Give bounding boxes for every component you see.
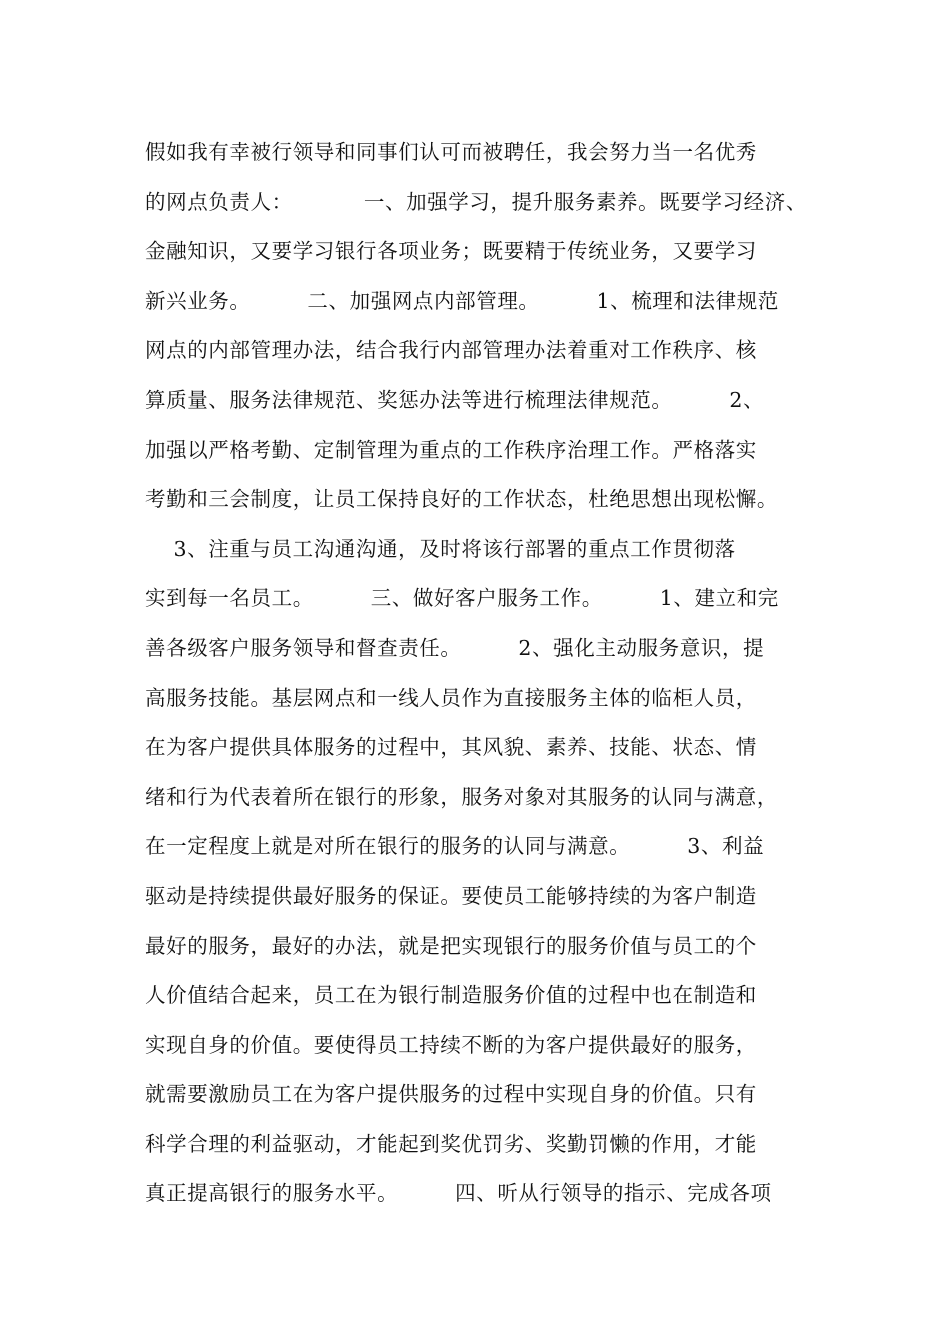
text-line: 绪和行为代表着所在银行的形象，服务对象对其服务的认同与满意， [145, 784, 778, 809]
text-line: 实现自身的价值。要使得员工持续不断的为客户提供最好的服务， [145, 1032, 757, 1057]
text-line: 最好的服务，最好的办法，就是把实现银行的服务价值与员工的个 [145, 933, 757, 958]
text-line: 网点的内部管理办法，结合我行内部管理办法着重对工作秩序、核 [145, 338, 757, 363]
text-line: 3、注重与员工沟通沟通，及时将该行部署的重点工作贯彻落 [145, 536, 736, 561]
text-line: 高服务技能。基层网点和一线人员作为直接服务主体的临柜人员， [145, 685, 757, 710]
text-line: 金融知识，又要学习银行各项业务；既要精于传统业务，又要学习 [145, 239, 757, 264]
text-line: 新兴业务。 二、加强网点内部管理。 1、梳理和法律规范 [145, 288, 779, 313]
text-line: 善各级客户服务领导和督查责任。 2、强化主动服务意识，提 [145, 635, 765, 660]
text-line: 在为客户提供具体服务的过程中，其风貌、素养、技能、状态、情 [145, 735, 757, 760]
text-line: 驱动是持续提供最好服务的保证。要使员工能够持续的为客户制造 [145, 883, 757, 908]
text-line: 加强以严格考勤、定制管理为重点的工作秩序治理工作。严格落实 [145, 437, 757, 462]
body-text [145, 128, 845, 1219]
text-line: 真正提高银行的服务水平。 四、听从行领导的指示、完成各项 [145, 1181, 772, 1206]
text-line: 考勤和三会制度，让员工保持良好的工作状态，杜绝思想出现松懈。 [145, 487, 778, 512]
text-line: 实到每一名员工。 三、做好客户服务工作。 1、建立和完 [145, 586, 779, 611]
text-line: 算质量、服务法律规范、奖惩办法等进行梳理法律规范。 2、 [145, 387, 765, 412]
text-line: 假如我有幸被行领导和同事们认可而被聘任，我会努力当一名优秀 [145, 140, 757, 164]
text-line: 科学合理的利益驱动，才能起到奖优罚劣、奖勤罚懒的作用，才能 [145, 1131, 757, 1156]
text-line: 在一定程度上就是对所在银行的服务的认同与满意。 3、利益 [145, 834, 765, 859]
text-line: 人价值结合起来，员工在为银行制造服务价值的过程中也在制造和 [145, 983, 757, 1008]
text-line: 就需要激励员工在为客户提供服务的过程中实现自身的价值。只有 [145, 1082, 757, 1107]
text-line: 的网点负责人： 一、加强学习，提升服务素养。既要学习经济、 [145, 189, 807, 214]
